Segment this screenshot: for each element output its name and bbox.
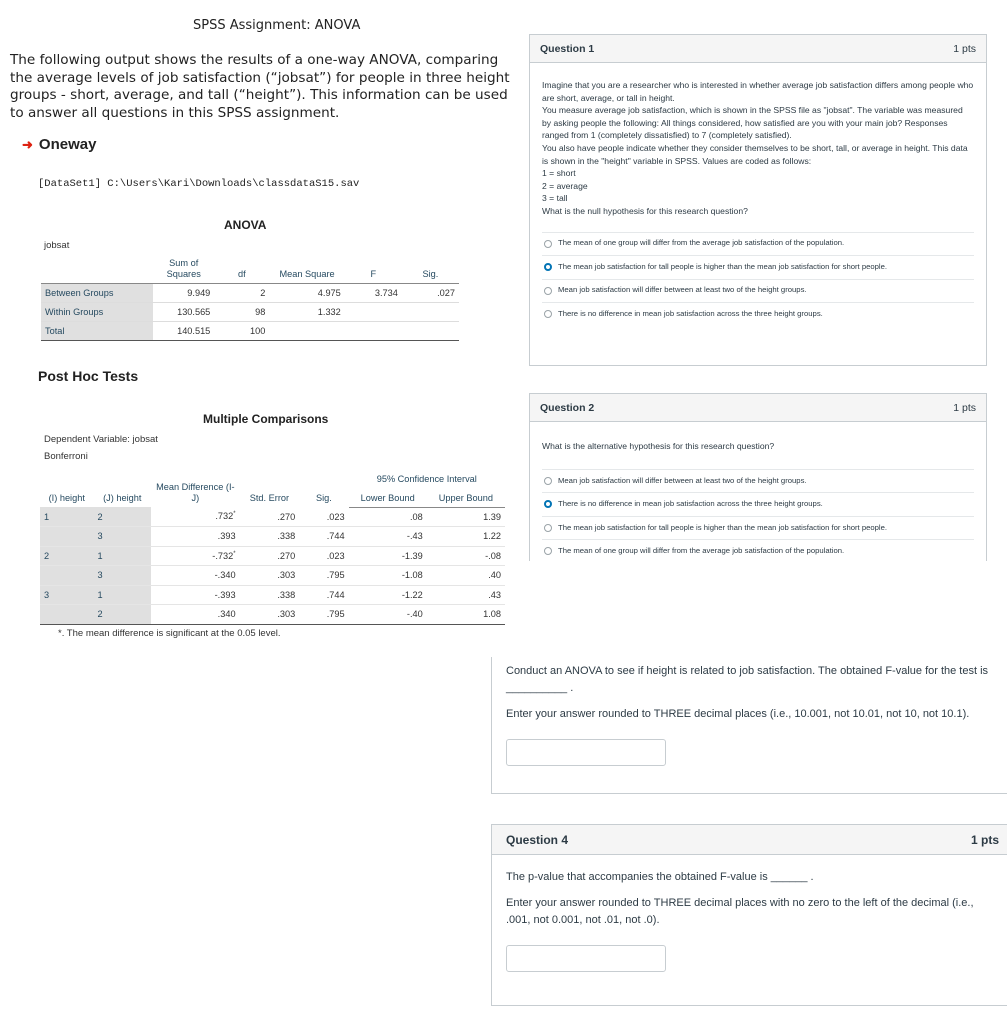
document-title: SPSS Assignment: ANOVA (193, 18, 361, 33)
question-header (530, 35, 986, 63)
radio-button[interactable] (544, 310, 552, 318)
question-text: What is the alternative hypothesis for this research question? (542, 441, 775, 451)
cell (345, 322, 402, 341)
mean-difference: -.393 (151, 585, 239, 605)
question-header (492, 825, 1007, 855)
i-height: 1 (40, 507, 93, 527)
question-title: Question 4 (506, 832, 569, 847)
oneway-label: Oneway (38, 136, 97, 153)
cell: 4.975 (269, 284, 344, 303)
question-instruction: Enter your answer rounded to THREE decimal places (i.e., 10.001, not 10.01, not 10, not 10.1). (506, 708, 970, 720)
ci-header: 95% Confidence Interval (376, 474, 477, 484)
cell (402, 303, 459, 322)
cell: 98 (214, 303, 269, 322)
answer-option[interactable]: Mean job satisfaction will differ between at least two of the height groups. (542, 469, 974, 493)
sig: .795 (299, 566, 348, 586)
question-body (530, 63, 986, 336)
std-error: .303 (240, 566, 300, 586)
sig: .744 (299, 527, 348, 547)
cell: 140.515 (153, 322, 214, 341)
mc-header: Upper Bound (427, 488, 505, 507)
question-text: 1 = short (542, 168, 576, 179)
i-height: 3 (40, 585, 93, 605)
anova-header: F (345, 258, 402, 284)
sig: .023 (299, 546, 348, 566)
cell (269, 322, 344, 341)
multiple-comparisons-title: Multiple Comparisons (203, 412, 329, 426)
j-height: 3 (93, 527, 151, 547)
std-error: .270 (240, 507, 300, 527)
answer-option[interactable]: The mean job satisfaction for tall people is higher than the mean job satisfaction for short people. (542, 255, 974, 279)
question-3-card (491, 657, 1007, 794)
question-text: What is the null hypothesis for this research question? (542, 205, 748, 216)
cell: 100 (214, 322, 269, 341)
j-height: 2 (93, 605, 151, 625)
oneway-heading (22, 136, 96, 153)
radio-button[interactable] (544, 287, 552, 295)
table-row (41, 303, 459, 322)
question-title: Question 2 (540, 401, 595, 414)
upper-bound: 1.22 (427, 527, 505, 547)
posthoc-heading: Post Hoc Tests (38, 368, 139, 384)
upper-bound: 1.39 (427, 507, 505, 527)
mc-header: Mean Difference (I-J) (156, 482, 235, 503)
radio-button[interactable] (544, 263, 552, 271)
cell: 9.949 (153, 284, 214, 303)
question-1-card (529, 34, 987, 366)
cell: .027 (402, 284, 459, 303)
anova-table (41, 258, 459, 341)
sig: .744 (299, 585, 348, 605)
mc-header: Std. Error (249, 493, 290, 503)
question-text: Conduct an ANOVA to see if height is related to job satisfaction. The obtained F-value for the test is __________ . (506, 665, 989, 694)
mean-difference: -.340 (151, 566, 239, 586)
i-height (40, 605, 93, 625)
answer-option[interactable]: The mean of one group will differ from the average job satisfaction of the population. (542, 232, 974, 256)
mc-header: (I) height (48, 493, 85, 503)
mc-header: Sig. (315, 493, 332, 503)
question-text: The p-value that accompanies the obtained F-value is ______ . (506, 871, 814, 883)
answer-option[interactable]: The mean job satisfaction for tall people is higher than the mean job satisfaction for short people. (542, 516, 974, 540)
question-body (492, 855, 1007, 978)
table-footnote: *. The mean difference is significant at the 0.05 level. (58, 628, 281, 639)
question-points: 1 pts (953, 42, 976, 55)
table-row (41, 322, 459, 341)
p-value-input[interactable] (506, 945, 666, 972)
dependent-variable: Dependent Variable: jobsat (44, 434, 158, 445)
question-text: 3 = tall (542, 193, 568, 204)
row-label: Between Groups (41, 284, 153, 303)
j-height: 1 (93, 546, 151, 566)
anova-header (41, 258, 153, 284)
radio-button[interactable] (544, 524, 552, 532)
mean-difference: .732* (151, 507, 239, 527)
mean-difference: .393 (151, 527, 239, 547)
std-error: .270 (240, 546, 300, 566)
question-header (530, 394, 986, 422)
lower-bound: -.43 (349, 527, 427, 547)
lower-bound: -.40 (349, 605, 427, 625)
std-error: .338 (240, 585, 300, 605)
question-text: Imagine that you are a researcher who is interested in whether average job satisfaction differs among people who are short, average, or tall in height. (542, 80, 974, 103)
question-title: Question 1 (540, 42, 595, 55)
answer-option[interactable]: Mean job satisfaction will differ between at least two of the height groups. (542, 279, 974, 303)
std-error: .303 (240, 605, 300, 625)
upper-bound: -.08 (427, 546, 505, 566)
question-2-card (529, 393, 987, 561)
mean-difference: .340 (151, 605, 239, 625)
answer-list (542, 469, 974, 563)
cell (402, 322, 459, 341)
table-row (40, 566, 505, 586)
upper-bound: .40 (427, 566, 505, 586)
j-height: 1 (93, 585, 151, 605)
radio-button[interactable] (544, 547, 552, 555)
anova-header: Sum of Squares (153, 258, 214, 284)
lower-bound: -1.22 (349, 585, 427, 605)
cell: 3.734 (345, 284, 402, 303)
question-text: You also have people indicate whether they consider themselves to be short, tall, or average in height. This data is shown in the "height" variable in SPSS. Values are coded as follows: (542, 142, 968, 166)
multiple-comparisons-table (40, 466, 505, 625)
mc-header: Lower Bound (349, 488, 427, 507)
radio-button[interactable] (544, 477, 552, 485)
answer-list (542, 232, 974, 326)
row-label: Within Groups (41, 303, 153, 322)
question-points: 1 pts (953, 401, 976, 414)
cell: 130.565 (153, 303, 214, 322)
anova-header: df (214, 258, 269, 284)
document-intro: The following output shows the results of a one-way ANOVA, comparing the average levels of job satisfaction (“jobsat”) for people in three height groups - short, average, and tall (“height”). This information can be used to answer all questions in this SPSS assignment. (10, 52, 510, 121)
upper-bound: .43 (427, 585, 505, 605)
question-instruction: Enter your answer rounded to THREE decimal places with no zero to the left of the decimal (i.e., .001, not 0.001, not .01, not .0). (506, 897, 974, 926)
anova-header: Sig. (402, 258, 459, 284)
radio-button[interactable] (544, 500, 552, 508)
question-body (530, 422, 986, 573)
lower-bound: -1.39 (349, 546, 427, 566)
dataset-path: [DataSet1] C:\Users\Kari\Downloads\classdataS15.sav (38, 178, 360, 190)
question-4-card (491, 824, 1007, 1006)
sig: .023 (299, 507, 348, 527)
f-value-input[interactable] (506, 739, 666, 766)
i-height (40, 566, 93, 586)
method-label: Bonferroni (44, 451, 88, 462)
answer-option[interactable]: There is no difference in mean job satisfaction across the three height groups. (542, 302, 974, 326)
question-points: 1 pts (970, 832, 999, 847)
table-row (40, 605, 505, 625)
table-row (40, 585, 505, 605)
j-height: 2 (93, 507, 151, 527)
anova-variable: jobsat (44, 240, 70, 251)
table-row (40, 507, 505, 527)
lower-bound: .08 (349, 507, 427, 527)
question-text: You measure average job satisfaction, which is shown in the SPSS file as "jobsat". The variable was measured by asking people the following: All things considered, how satisfied are you with your main job? Responses ranged from 1 (completely dissatisfied) to 7 (completely satisfied). (542, 105, 963, 141)
mc-header: (J) height (103, 493, 142, 503)
upper-bound: 1.08 (427, 605, 505, 625)
answer-option[interactable]: The mean of one group will differ from the average job satisfaction of the population. (542, 539, 974, 563)
radio-button[interactable] (544, 240, 552, 248)
row-label: Total (41, 322, 153, 341)
lower-bound: -1.08 (349, 566, 427, 586)
arrow-right-icon: ➜ (22, 136, 33, 152)
cell (345, 303, 402, 322)
cell: 1.332 (269, 303, 344, 322)
answer-option[interactable]: There is no difference in mean job satisfaction across the three height groups. (542, 492, 974, 516)
cell: 2 (214, 284, 269, 303)
sig: .795 (299, 605, 348, 625)
table-row (41, 284, 459, 303)
std-error: .338 (240, 527, 300, 547)
question-body (492, 657, 1007, 772)
j-height: 3 (93, 566, 151, 586)
i-height: 2 (40, 546, 93, 566)
question-text: 2 = average (542, 180, 588, 191)
mean-difference: -.732* (151, 546, 239, 566)
table-row (40, 527, 505, 547)
anova-header: Mean Square (269, 258, 344, 284)
i-height (40, 527, 93, 547)
table-row (40, 546, 505, 566)
anova-title: ANOVA (224, 218, 267, 232)
